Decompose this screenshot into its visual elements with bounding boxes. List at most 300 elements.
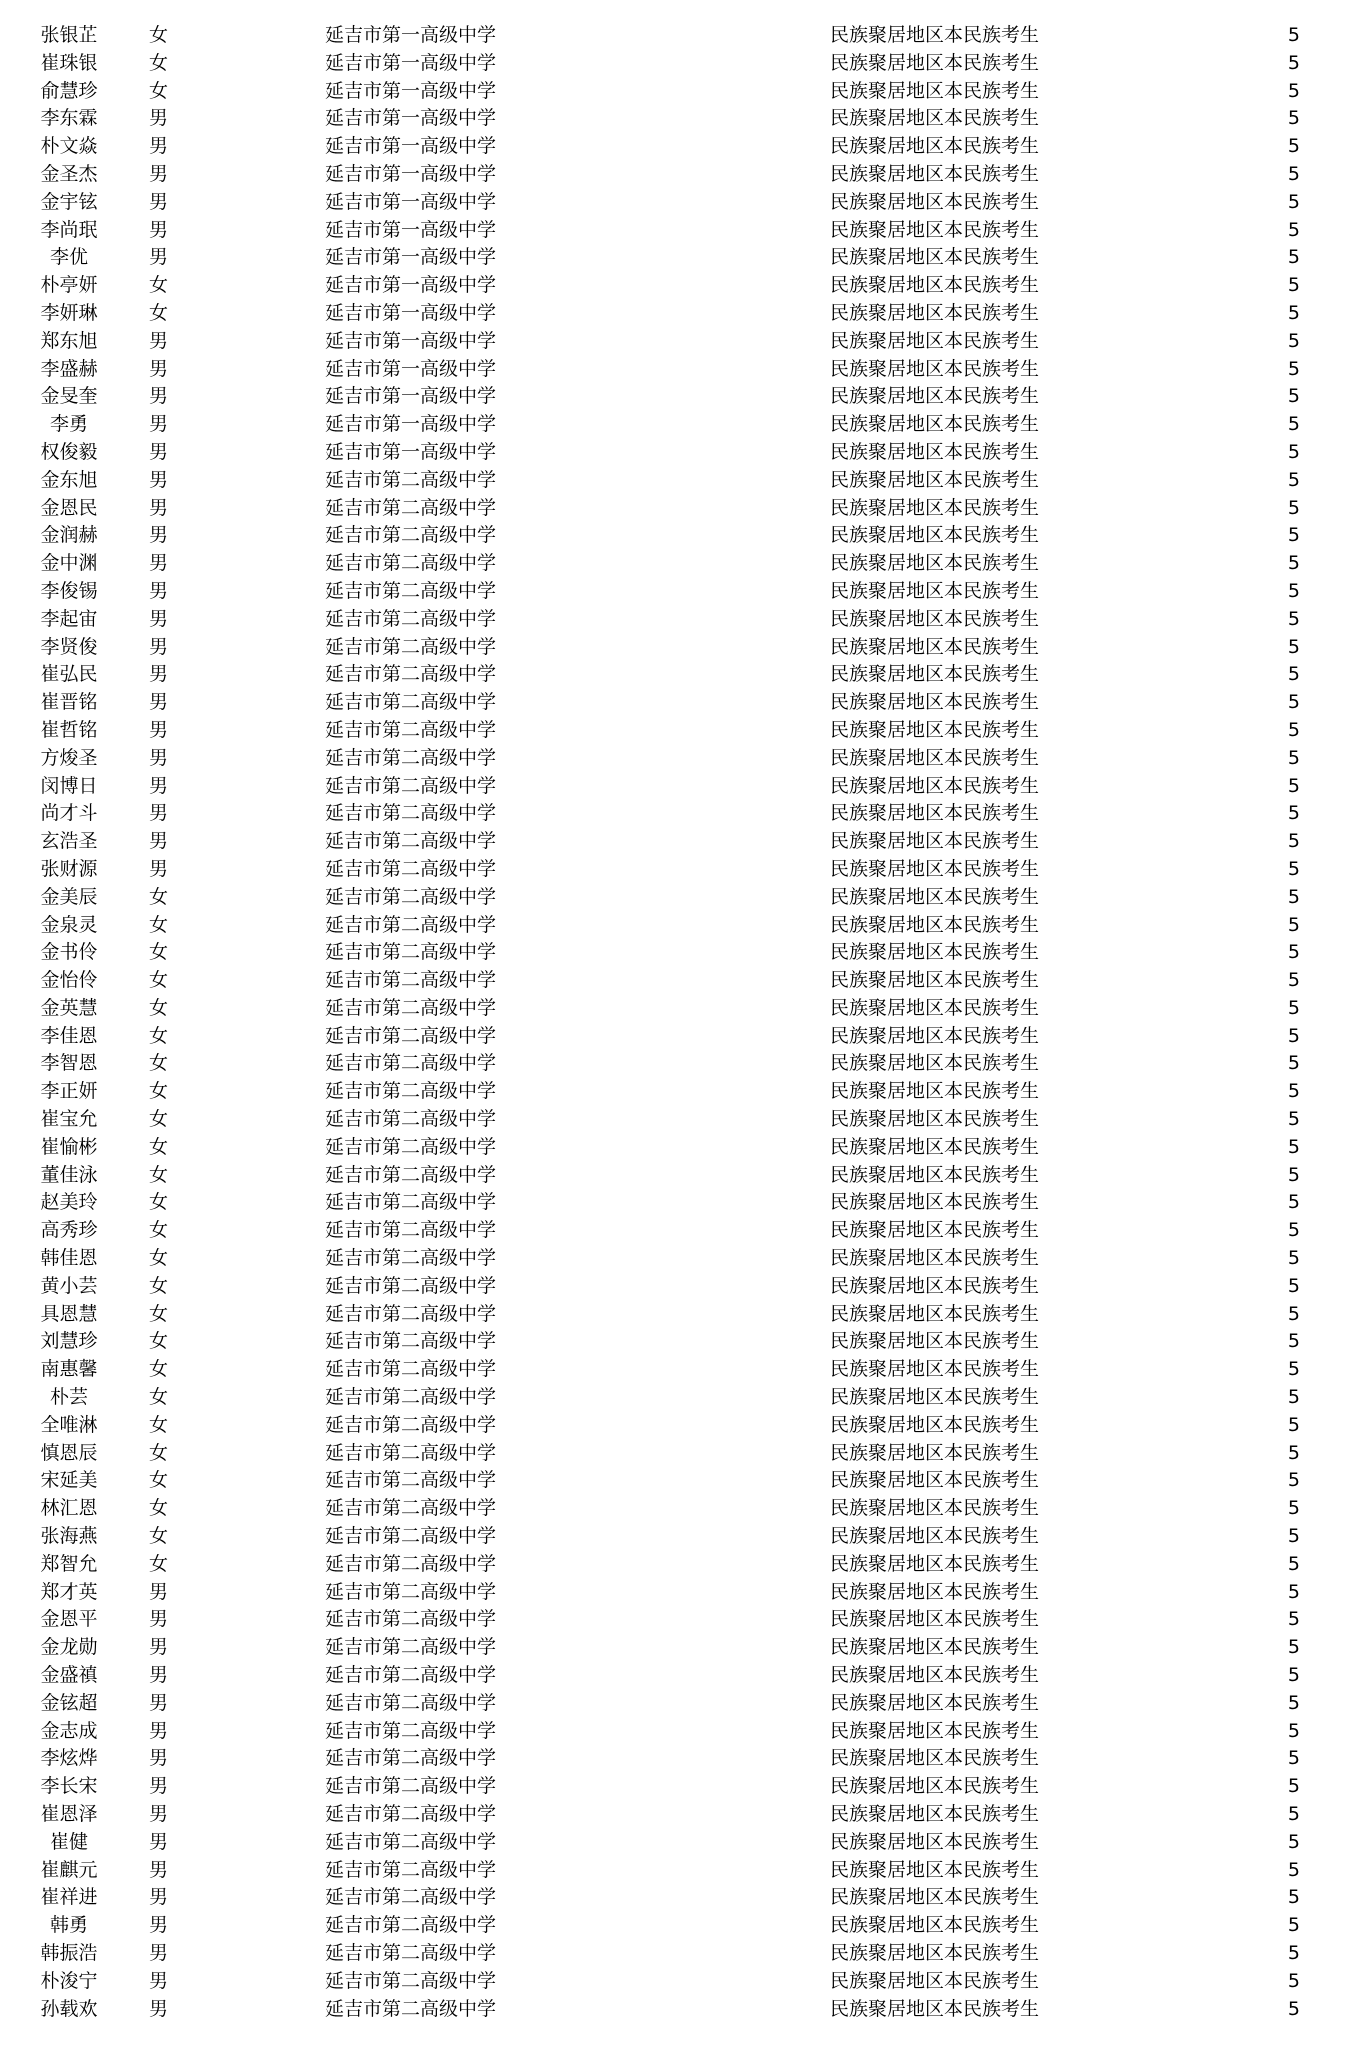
school-name: 延吉市第二高级中学 (325, 1358, 497, 1381)
table-row (0, 1690, 1367, 1718)
applicant-category: 民族聚居地区本民族考生 (830, 218, 1040, 241)
table-row (0, 1912, 1367, 1940)
applicant-category: 民族聚居地区本民族考生 (830, 1914, 1040, 1937)
applicant-category: 民族聚居地区本民族考生 (830, 857, 1040, 880)
school-name: 延吉市第二高级中学 (325, 607, 497, 630)
student-gender: 女 (149, 1552, 169, 1575)
table-row (0, 1745, 1367, 1773)
table-row (0, 550, 1367, 578)
school-name: 延吉市第二高级中学 (325, 1274, 497, 1297)
bonus-points: 5 (1287, 1803, 1300, 1825)
student-gender: 男 (149, 246, 169, 269)
table-row (0, 1968, 1367, 1996)
bonus-points: 5 (1287, 1247, 1300, 1270)
bonus-points: 5 (1287, 385, 1300, 408)
applicant-category: 民族聚居地区本民族考生 (830, 663, 1040, 686)
table-row (0, 1467, 1367, 1495)
student-name: 权俊毅 (40, 440, 98, 463)
school-name: 延吉市第二高级中学 (325, 468, 497, 491)
applicant-category: 民族聚居地区本民族考生 (830, 1413, 1040, 1436)
student-name: 韩勇 (49, 1914, 88, 1937)
bonus-points: 5 (1287, 579, 1300, 602)
student-name: 方焌圣 (40, 746, 98, 769)
applicant-category: 民族聚居地区本民族考生 (830, 1552, 1040, 1575)
school-name: 延吉市第二高级中学 (325, 1441, 497, 1464)
table-row (0, 1078, 1367, 1106)
student-name: 董佳泳 (40, 1163, 98, 1186)
student-gender: 男 (149, 468, 169, 491)
bonus-points: 5 (1287, 413, 1300, 436)
bonus-points: 5 (1287, 691, 1300, 714)
table-row (0, 1245, 1367, 1273)
bonus-points: 5 (1287, 1775, 1300, 1798)
applicant-category: 民族聚居地区本民族考生 (830, 1580, 1040, 1603)
bonus-points: 5 (1287, 162, 1300, 185)
table-row (0, 133, 1367, 161)
school-name: 延吉市第二高级中学 (325, 663, 497, 686)
school-name: 延吉市第二高级中学 (325, 1858, 497, 1881)
applicant-category: 民族聚居地区本民族考生 (830, 79, 1040, 102)
table-row (0, 1829, 1367, 1857)
bonus-points: 5 (1287, 218, 1300, 241)
student-gender: 男 (149, 524, 169, 547)
applicant-category: 民族聚居地区本民族考生 (830, 1525, 1040, 1548)
student-gender: 男 (149, 440, 169, 463)
table-row (0, 1662, 1367, 1690)
school-name: 延吉市第二高级中学 (325, 1386, 497, 1409)
student-gender: 男 (149, 1691, 169, 1714)
student-gender: 男 (149, 1719, 169, 1742)
applicant-category: 民族聚居地区本民族考生 (830, 1358, 1040, 1381)
school-name: 延吉市第二高级中学 (325, 885, 497, 908)
bonus-points: 5 (1287, 1219, 1300, 1242)
table-row (0, 1579, 1367, 1607)
student-name: 朴亭妍 (40, 274, 98, 297)
bonus-points: 5 (1287, 1719, 1300, 1742)
applicant-category: 民族聚居地区本民族考生 (830, 1219, 1040, 1242)
school-name: 延吉市第一高级中学 (325, 135, 497, 158)
student-gender: 男 (149, 1997, 169, 2020)
student-gender: 男 (149, 691, 169, 714)
school-name: 延吉市第二高级中学 (325, 524, 497, 547)
applicant-category: 民族聚居地区本民族考生 (830, 607, 1040, 630)
student-gender: 男 (149, 413, 169, 436)
applicant-category: 民族聚居地区本民族考生 (830, 301, 1040, 324)
student-name: 朴浚宁 (40, 1969, 98, 1992)
table-row (0, 300, 1367, 328)
student-gender: 男 (149, 135, 169, 158)
school-name: 延吉市第一高级中学 (325, 385, 497, 408)
student-name: 李起宙 (40, 607, 98, 630)
student-gender: 女 (149, 969, 169, 992)
table-row (0, 1857, 1367, 1885)
applicant-category: 民族聚居地区本民族考生 (830, 996, 1040, 1019)
table-row (0, 689, 1367, 717)
table-row (0, 745, 1367, 773)
school-name: 延吉市第二高级中学 (325, 1803, 497, 1825)
student-name: 金志成 (40, 1719, 98, 1742)
applicant-category: 民族聚居地区本民族考生 (830, 552, 1040, 575)
table-row (0, 1412, 1367, 1440)
student-name: 李尚珉 (40, 218, 98, 241)
student-gender: 女 (149, 1386, 169, 1409)
applicant-category: 民族聚居地区本民族考生 (830, 1441, 1040, 1464)
student-gender: 男 (149, 746, 169, 769)
school-name: 延吉市第一高级中学 (325, 190, 497, 213)
bonus-points: 5 (1287, 1330, 1300, 1353)
table-row (0, 939, 1367, 967)
applicant-category: 民族聚居地区本民族考生 (830, 107, 1040, 130)
applicant-category: 民族聚居地区本民族考生 (830, 135, 1040, 158)
student-gender: 男 (149, 663, 169, 686)
student-name: 金东旭 (40, 468, 98, 491)
student-name: 高秀珍 (40, 1219, 98, 1242)
student-name: 慎恩辰 (40, 1441, 98, 1464)
applicant-category: 民族聚居地区本民族考生 (830, 913, 1040, 936)
student-gender: 男 (149, 1858, 169, 1881)
school-name: 延吉市第二高级中学 (325, 1191, 497, 1214)
school-name: 延吉市第二高级中学 (325, 691, 497, 714)
school-name: 延吉市第二高级中学 (325, 1664, 497, 1687)
bonus-points: 5 (1287, 1302, 1300, 1325)
bonus-points: 5 (1287, 1691, 1300, 1714)
applicant-category: 民族聚居地区本民族考生 (830, 1636, 1040, 1659)
student-gender: 女 (149, 301, 169, 324)
student-gender: 女 (149, 1330, 169, 1353)
student-gender: 男 (149, 1886, 169, 1909)
bonus-points: 5 (1287, 1552, 1300, 1575)
student-gender: 女 (149, 1052, 169, 1075)
applicant-category: 民族聚居地区本民族考生 (830, 1469, 1040, 1492)
bonus-points: 5 (1287, 718, 1300, 741)
bonus-points: 5 (1287, 941, 1300, 964)
student-name: 张银芷 (40, 24, 98, 46)
table-row (0, 495, 1367, 523)
applicant-category: 民族聚居地区本民族考生 (830, 1608, 1040, 1631)
school-name: 延吉市第二高级中学 (325, 1580, 497, 1603)
student-name: 金英慧 (40, 996, 98, 1019)
school-name: 延吉市第二高级中学 (325, 802, 497, 825)
student-name: 崔晋铭 (40, 691, 98, 714)
bonus-points: 5 (1287, 1636, 1300, 1659)
table-row (0, 22, 1367, 50)
student-gender: 男 (149, 218, 169, 241)
school-name: 延吉市第二高级中学 (325, 1469, 497, 1492)
bonus-points: 5 (1287, 1525, 1300, 1548)
table-row (0, 1606, 1367, 1634)
student-name: 崔麒元 (40, 1858, 98, 1881)
bonus-points: 5 (1287, 357, 1300, 380)
school-name: 延吉市第二高级中学 (325, 857, 497, 880)
bonus-points: 5 (1287, 1608, 1300, 1631)
bonus-points: 5 (1287, 663, 1300, 686)
school-name: 延吉市第二高级中学 (325, 1163, 497, 1186)
table-row (0, 1050, 1367, 1078)
student-gender: 男 (149, 635, 169, 658)
table-row (0, 800, 1367, 828)
student-gender: 男 (149, 329, 169, 352)
school-name: 延吉市第二高级中学 (325, 1525, 497, 1548)
bonus-points: 5 (1287, 329, 1300, 352)
school-name: 延吉市第一高级中学 (325, 246, 497, 269)
applicant-category: 民族聚居地区本民族考生 (830, 51, 1040, 74)
applicant-category: 民族聚居地区本民族考生 (830, 1969, 1040, 1992)
applicant-category: 民族聚居地区本民族考生 (830, 885, 1040, 908)
bonus-points: 5 (1287, 885, 1300, 908)
applicant-category: 民族聚居地区本民族考生 (830, 162, 1040, 185)
applicant-category: 民族聚居地区本民族考生 (830, 1775, 1040, 1798)
applicant-category: 民族聚居地区本民族考生 (830, 1163, 1040, 1186)
table-row (0, 1523, 1367, 1551)
bonus-points: 5 (1287, 802, 1300, 825)
student-gender: 女 (149, 1108, 169, 1131)
applicant-category: 民族聚居地区本民族考生 (830, 1719, 1040, 1742)
school-name: 延吉市第二高级中学 (325, 635, 497, 658)
student-gender: 女 (149, 1135, 169, 1158)
student-name: 郑东旭 (40, 329, 98, 352)
student-name: 朴文焱 (40, 135, 98, 158)
table-row (0, 1134, 1367, 1162)
student-name: 孙载欢 (40, 1997, 98, 2020)
student-name: 韩佳恩 (40, 1247, 98, 1270)
student-gender: 男 (149, 1803, 169, 1825)
applicant-category: 民族聚居地区本民族考生 (830, 1108, 1040, 1131)
student-name: 刘慧珍 (40, 1330, 98, 1353)
school-name: 延吉市第一高级中学 (325, 357, 497, 380)
bonus-points: 5 (1287, 1747, 1300, 1770)
applicant-category: 民族聚居地区本民族考生 (830, 746, 1040, 769)
bonus-points: 5 (1287, 1469, 1300, 1492)
school-name: 延吉市第二高级中学 (325, 1052, 497, 1075)
student-gender: 男 (149, 1830, 169, 1853)
bonus-points: 5 (1287, 830, 1300, 853)
student-gender: 女 (149, 274, 169, 297)
applicant-category: 民族聚居地区本民族考生 (830, 1997, 1040, 2020)
school-name: 延吉市第二高级中学 (325, 1024, 497, 1047)
bonus-points: 5 (1287, 1386, 1300, 1409)
student-gender: 男 (149, 1969, 169, 1992)
table-row (0, 1940, 1367, 1968)
student-name: 郑智允 (40, 1552, 98, 1575)
student-name: 金润赫 (40, 524, 98, 547)
applicant-category: 民族聚居地区本民族考生 (830, 1247, 1040, 1270)
applicant-category: 民族聚居地区本民族考生 (830, 1941, 1040, 1964)
table-row (0, 383, 1367, 411)
student-gender: 女 (149, 1525, 169, 1548)
student-gender: 男 (149, 579, 169, 602)
bonus-points: 5 (1287, 135, 1300, 158)
student-name: 具恩慧 (40, 1302, 98, 1325)
student-gender: 女 (149, 885, 169, 908)
student-gender: 男 (149, 830, 169, 853)
table-row (0, 1495, 1367, 1523)
bonus-points: 5 (1287, 51, 1300, 74)
student-name: 李盛赫 (40, 357, 98, 380)
table-row (0, 1328, 1367, 1356)
school-name: 延吉市第二高级中学 (325, 579, 497, 602)
student-name: 李东霖 (40, 107, 98, 130)
applicant-category: 民族聚居地区本民族考生 (830, 774, 1040, 797)
roster-table (0, 22, 1367, 2023)
bonus-points: 5 (1287, 1497, 1300, 1520)
applicant-category: 民族聚居地区本民族考生 (830, 718, 1040, 741)
student-name: 李正妍 (40, 1080, 98, 1103)
student-gender: 男 (149, 1636, 169, 1659)
table-row (0, 661, 1367, 689)
student-name: 闵博日 (40, 774, 98, 797)
table-row (0, 1023, 1367, 1051)
student-name: 金中渊 (40, 552, 98, 575)
school-name: 延吉市第二高级中学 (325, 913, 497, 936)
table-row (0, 634, 1367, 662)
student-name: 宋延美 (40, 1469, 98, 1492)
student-gender: 男 (149, 1580, 169, 1603)
school-name: 延吉市第二高级中学 (325, 1830, 497, 1853)
bonus-points: 5 (1287, 1135, 1300, 1158)
table-row (0, 161, 1367, 189)
applicant-category: 民族聚居地区本民族考生 (830, 1052, 1040, 1075)
school-name: 延吉市第二高级中学 (325, 1747, 497, 1770)
school-name: 延吉市第一高级中学 (325, 301, 497, 324)
student-name: 韩振浩 (40, 1941, 98, 1964)
student-name: 金旻奎 (40, 385, 98, 408)
bonus-points: 5 (1287, 1441, 1300, 1464)
table-row (0, 1217, 1367, 1245)
student-name: 赵美玲 (40, 1191, 98, 1214)
table-row (0, 439, 1367, 467)
bonus-points: 5 (1287, 190, 1300, 213)
school-name: 延吉市第一高级中学 (325, 51, 497, 74)
applicant-category: 民族聚居地区本民族考生 (830, 1830, 1040, 1853)
table-row (0, 1106, 1367, 1134)
bonus-points: 5 (1287, 1080, 1300, 1103)
student-name: 李智恩 (40, 1052, 98, 1075)
school-name: 延吉市第二高级中学 (325, 552, 497, 575)
bonus-points: 5 (1287, 1163, 1300, 1186)
student-gender: 男 (149, 357, 169, 380)
student-gender: 女 (149, 1163, 169, 1186)
student-name: 金泉灵 (40, 913, 98, 936)
bonus-points: 5 (1287, 969, 1300, 992)
student-name: 李优 (49, 246, 88, 269)
bonus-points: 5 (1287, 1914, 1300, 1937)
student-gender: 男 (149, 496, 169, 519)
bonus-points: 5 (1287, 1941, 1300, 1964)
school-name: 延吉市第二高级中学 (325, 941, 497, 964)
school-name: 延吉市第二高级中学 (325, 1247, 497, 1270)
student-gender: 男 (149, 1775, 169, 1798)
bonus-points: 5 (1287, 440, 1300, 463)
bonus-points: 5 (1287, 496, 1300, 519)
bonus-points: 5 (1287, 1830, 1300, 1853)
student-gender: 男 (149, 190, 169, 213)
student-gender: 男 (149, 1664, 169, 1687)
student-gender: 男 (149, 385, 169, 408)
student-name: 张财源 (40, 857, 98, 880)
student-name: 金书伶 (40, 941, 98, 964)
bonus-points: 5 (1287, 1052, 1300, 1075)
bonus-points: 5 (1287, 1664, 1300, 1687)
bonus-points: 5 (1287, 746, 1300, 769)
school-name: 延吉市第一高级中学 (325, 79, 497, 102)
bonus-points: 5 (1287, 301, 1300, 324)
table-row (0, 1884, 1367, 1912)
applicant-category: 民族聚居地区本民族考生 (830, 440, 1040, 463)
school-name: 延吉市第二高级中学 (325, 1969, 497, 1992)
school-name: 延吉市第一高级中学 (325, 413, 497, 436)
table-row (0, 1551, 1367, 1579)
student-gender: 男 (149, 774, 169, 797)
applicant-category: 民族聚居地区本民族考生 (830, 1497, 1040, 1520)
table-row (0, 1440, 1367, 1468)
student-name: 崔愉彬 (40, 1135, 98, 1158)
student-gender: 女 (149, 24, 169, 46)
table-row (0, 856, 1367, 884)
applicant-category: 民族聚居地区本民族考生 (830, 1386, 1040, 1409)
student-gender: 男 (149, 1914, 169, 1937)
student-gender: 男 (149, 802, 169, 825)
school-name: 延吉市第二高级中学 (325, 1108, 497, 1131)
student-gender: 男 (149, 162, 169, 185)
student-name: 崔祥进 (40, 1886, 98, 1909)
student-gender: 女 (149, 1469, 169, 1492)
table-row (0, 467, 1367, 495)
bonus-points: 5 (1287, 1886, 1300, 1909)
school-name: 延吉市第二高级中学 (325, 1608, 497, 1631)
table-row (0, 1384, 1367, 1412)
applicant-category: 民族聚居地区本民族考生 (830, 830, 1040, 853)
bonus-points: 5 (1287, 1580, 1300, 1603)
school-name: 延吉市第二高级中学 (325, 718, 497, 741)
bonus-points: 5 (1287, 774, 1300, 797)
school-name: 延吉市第一高级中学 (325, 274, 497, 297)
applicant-category: 民族聚居地区本民族考生 (830, 969, 1040, 992)
bonus-points: 5 (1287, 24, 1300, 46)
student-name: 李炫烨 (40, 1747, 98, 1770)
applicant-category: 民族聚居地区本民族考生 (830, 579, 1040, 602)
applicant-category: 民族聚居地区本民族考生 (830, 1274, 1040, 1297)
student-name: 俞慧珍 (40, 79, 98, 102)
table-row (0, 1273, 1367, 1301)
bonus-points: 5 (1287, 1108, 1300, 1131)
table-row (0, 1996, 1367, 2024)
applicant-category: 民族聚居地区本民族考生 (830, 802, 1040, 825)
student-name: 李贤俊 (40, 635, 98, 658)
applicant-category: 民族聚居地区本民族考生 (830, 1191, 1040, 1214)
student-gender: 女 (149, 1247, 169, 1270)
student-gender: 女 (149, 996, 169, 1019)
student-name: 崔哲铭 (40, 718, 98, 741)
student-name: 朴芸 (49, 1386, 88, 1409)
bonus-points: 5 (1287, 1274, 1300, 1297)
table-row (0, 1356, 1367, 1384)
school-name: 延吉市第二高级中学 (325, 746, 497, 769)
table-row (0, 995, 1367, 1023)
student-name: 李俊锡 (40, 579, 98, 602)
school-name: 延吉市第二高级中学 (325, 1135, 497, 1158)
table-row (0, 50, 1367, 78)
student-gender: 女 (149, 1080, 169, 1103)
applicant-category: 民族聚居地区本民族考生 (830, 524, 1040, 547)
table-row (0, 244, 1367, 272)
student-name: 金恩平 (40, 1608, 98, 1631)
student-name: 金龙勋 (40, 1636, 98, 1659)
applicant-category: 民族聚居地区本民族考生 (830, 1024, 1040, 1047)
school-name: 延吉市第二高级中学 (325, 1080, 497, 1103)
student-name: 崔恩泽 (40, 1803, 98, 1825)
student-gender: 女 (149, 913, 169, 936)
student-name: 金恩民 (40, 496, 98, 519)
